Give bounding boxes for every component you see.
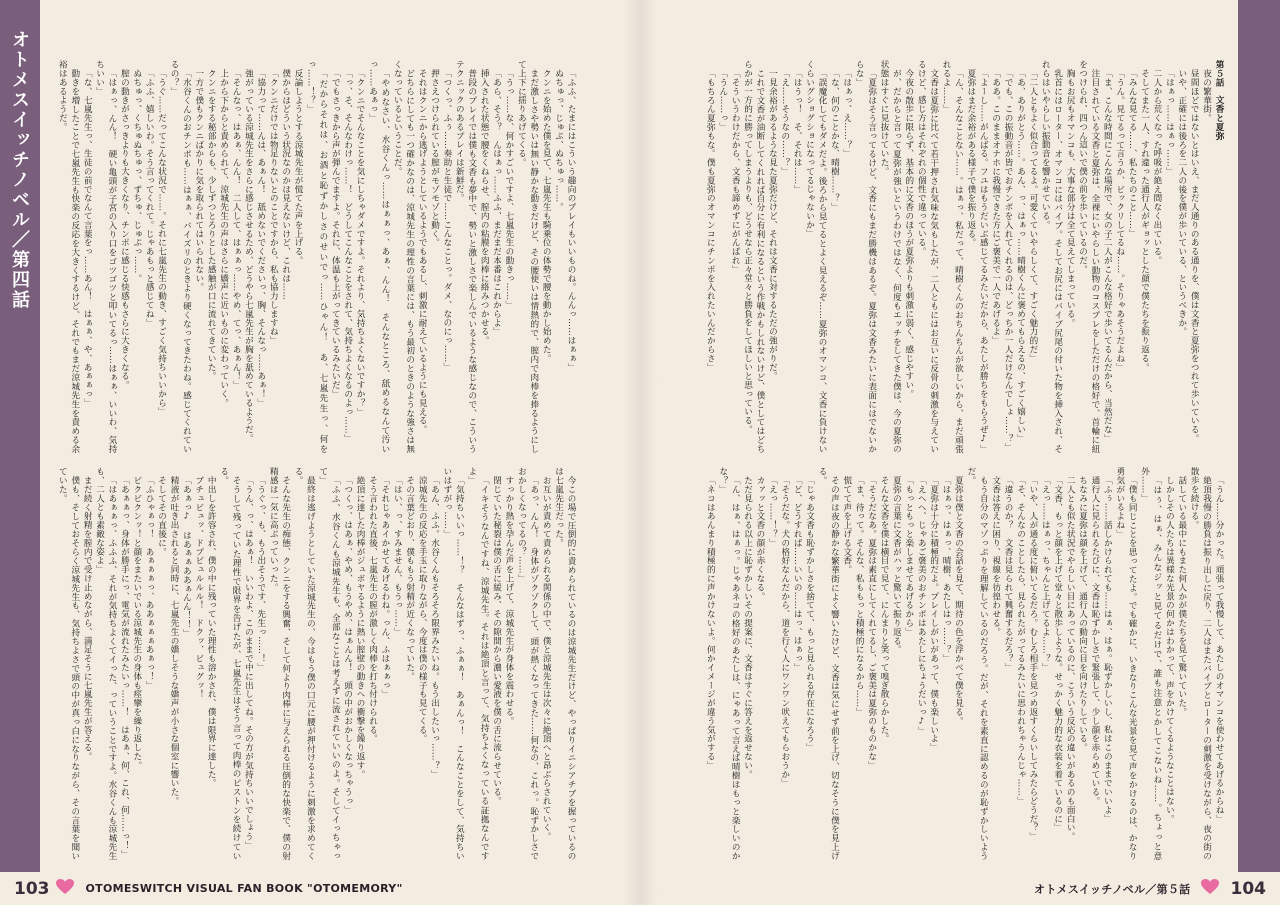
body-paragraph: 「あん、ふふ。水谷くんもそろそろ限界みたいね。もう出したいっ……？」 bbox=[429, 475, 440, 779]
body-paragraph: 「協力って……んは、あぁん！ 舐めないでくださいっ、胸、そんなっ……あぁ！」 bbox=[255, 68, 266, 407]
body-paragraph: 昼間ほどではないとはいえ、まだ人通りのある通りを、僕は文香と夏弥をつれて歩いている。 bbox=[1189, 68, 1200, 443]
body-paragraph: 僕も、そしておそらく涼城先生も、気持ちよさで頭の中が真っ白になりながら、その言葉を聞いていた。 bbox=[57, 467, 80, 860]
body-paragraph: 「夏弥は十分に積極的だよ。プレイしがいがあって、僕も楽しいよ」 bbox=[928, 475, 939, 752]
body-paragraph: 「ん、はぁ、はぁっ。じゃあネコの格好のあたしは、にゃあって言えば晴樹はもっと楽しいのかな？」 bbox=[717, 467, 741, 860]
body-paragraph: 「な、七嵐先生っ、生徒の前でなんて言葉をっ……あん！ はぁぁ、や、あぁぁっ」 bbox=[82, 68, 93, 407]
body-paragraph: 反論しようとする涼城先生が慌てた声を上げる。 bbox=[293, 68, 304, 265]
body-paragraph: 「よーし……がんばる。フユはもうだいぶ感じてるみたいだから、あたしが勝ちをもらうぜ♪」 bbox=[978, 68, 989, 453]
body-paragraph: 強がっている涼城先生をさらに感じさせるため、どうやら七嵐先生が胸を舐めているようだ。 bbox=[243, 68, 254, 443]
body-paragraph: その言葉どおり、僕ももう射精が近くなっていた。 bbox=[404, 475, 415, 681]
body-paragraph: ブチュビュッ、ドプビュルルル！ ドクッ、ビュグッ！ bbox=[193, 475, 204, 699]
body-paragraph: 僕からはどういう状況なのかは見えないけど、これは…… bbox=[280, 68, 291, 300]
body-paragraph: 「はぅ、はぁ、みんなジッと見てるだけで、誰も注意とかしてこないね……。ちょっと意外……」 bbox=[1139, 467, 1162, 860]
left-side-title: オトメスイッチノベル／第四話 bbox=[9, 30, 30, 310]
body-paragraph: 絶頂に達した肉棒がジュボヤるように熱い膣壁の動きへの衝撃を繰り返す。 bbox=[355, 475, 366, 779]
body-paragraph: 「違うのか？ 文香は見られて興奮するだろ？」 bbox=[1003, 475, 1014, 672]
body-paragraph: ちなみに夏弥は顔を上げて、通行人の動向に目を向けたりしている。 bbox=[1077, 475, 1088, 752]
body-paragraph: 「二人ともよく似合ってるよ。可愛くていやらしくて、すごく魅力的だ」 bbox=[1027, 68, 1038, 363]
body-paragraph: 「でもさっきから声が弾んでますよ。それに、体温も上がってきているみたいだ」 bbox=[330, 68, 341, 398]
body-paragraph: 「やめなさい、水谷くんっ……はぁぁっ、あぁ、んん！ そんなところ、舐めるなんて汚いっ……あぁっ」 bbox=[367, 60, 390, 453]
body-paragraph: 話している最中にもまた何人かが僕たちを見て驚いていた。 bbox=[1176, 475, 1187, 716]
body-paragraph: 「うん……分かった。頑張って我慢して、あたしのオマンコを使わせてあげるからね」 bbox=[1214, 475, 1224, 823]
body-paragraph: 「文香、もっと顔を上げて堂々と散歩しような。せっかく魅力的な衣装を着ているのに」 bbox=[1052, 475, 1063, 832]
body-paragraph: ただ見られる以上に恥ずかしいその提案に、文香はすぐに答えを返せない。 bbox=[742, 475, 753, 779]
body-paragraph: 「誤魔化してもダメだよ。後ろから見てるとよく見えるぞ……夏弥のオマンコ、文香に負けないくらいグショグショになってるじゃないか」 bbox=[804, 60, 827, 453]
body-paragraph: 「夏弥はそう言ってるけど、文香にもまだ勝機はあるぞ。夏弥は文香みたいに表面にはでないからな」 bbox=[854, 60, 877, 453]
body-paragraph: 「はぁっ、んん！ 硬い亀頭が子宮の入り口をゴツゴツと叩いてるっ……はぁぁ、いいわ、気持ちいい」 bbox=[94, 60, 117, 453]
body-paragraph: 「でも、この振動音が皆でおチンポを入れてくれるのは、どっちか一人だけなんでしょ……？」 bbox=[1003, 68, 1014, 452]
body-paragraph: どちらにしても一つ確かなのは、涼城先生の理性の言葉には、もう最初のときのような強さは無くなっているということだ。 bbox=[392, 60, 415, 453]
body-paragraph: そんな文香を僕は横目で見て、にんまりと笑って嗅ぎ散らかした。 bbox=[879, 475, 890, 743]
body-paragraph: 「はぁっ……はぁっ……」 bbox=[1164, 68, 1175, 176]
body-paragraph: 「ふふ、たまにはこういう趣向のプレイもいいものね。んんっ……はぁぁ」 bbox=[566, 68, 576, 372]
body-paragraph: 動きを増したことで七嵐先生も快楽の反応を大きくするけど、それでもまだ涼城先生を責める余裕はあるようだ。 bbox=[57, 60, 80, 453]
body-paragraph: 「そういうわけだから、文香も諦めずにがんばれ」 bbox=[730, 68, 741, 274]
body-paragraph: 「クンニだけでは物足りないとのことですから、私も協力しますね」 bbox=[268, 68, 279, 345]
body-paragraph: 通行人に見られるたびに、文香は恥ずかしさで緊張して、少し顔を赤らめている。 bbox=[1089, 475, 1100, 805]
right-page bbox=[640, 0, 1280, 905]
body-paragraph: 文香は答えに困り、視線を彷徨わせる。 bbox=[990, 475, 1001, 636]
body-paragraph: 中出しを許容され、僕の中に残っていた理性も溶かされ、僕は限界に達した。 bbox=[206, 475, 217, 788]
body-paragraph: 「はあぁぁっ、ふふふ、それが気持ちよくてイった、っていうことですよ。水谷くんも涼城先生も、二人とも素敵な姿よ」 bbox=[94, 467, 117, 860]
body-paragraph: 「ふふ、水谷くんも涼城先生も、全部なことは考えずに流されていいのよ。そしてイっちゃって」 bbox=[317, 467, 341, 860]
body-paragraph: 夜の繁華街。 bbox=[1201, 68, 1212, 122]
body-paragraph: 「もちろん夏弥もな。僕も夏弥のオマンコにチンポを入れたいんだからさ」 bbox=[705, 68, 716, 372]
left-page-number: 103 bbox=[14, 878, 50, 899]
body-paragraph: 一見余裕があるような見た夏弥だけど、それは文香に対するただの強がりだ。 bbox=[767, 68, 778, 381]
body-paragraph: 「うぐ……だってこんな状況で……。それに七嵐先生の動き、すごく気持ちいいから」 bbox=[156, 68, 167, 416]
body-paragraph: そうして残っていた理性で限界を告げたが、七嵐先生はそう言って肉棒のピストンを続けている。 bbox=[218, 467, 242, 860]
body-paragraph: 「水谷くんのおチンポも……はぁぁ、バイズリのときより硬くなってきたわね。感じてくれているの？」 bbox=[169, 60, 192, 453]
body-paragraph: ぬちゅっ、じゅぷ、ぬちゅっ……。 bbox=[553, 68, 564, 211]
body-paragraph: 「っ、そ、そんなわけっ……！ どうしてこんなことをされて、気持ちよくなるのよっ……」 bbox=[342, 68, 353, 443]
body-paragraph: 乳首にはローター、オマンコにはバイブ。そしてお尻にはバイブ尻尾の付いた物を挿入され、それらはいやらしい振動音を響かせている。 bbox=[1040, 60, 1063, 453]
body-paragraph: 「そ、そんなのことしたら、見られたがってるみたいに思われちゃうんじゃ……」 bbox=[1015, 475, 1026, 805]
body-paragraph: 「ああ。このままオナホに我慢できた方にご褒美で一人であげるよ」 bbox=[990, 68, 1001, 345]
body-paragraph: 「えっ……！？」 bbox=[767, 475, 778, 547]
left-page-body-text bbox=[52, 60, 577, 860]
heart-icon bbox=[1201, 879, 1219, 899]
body-paragraph: 夏弥はまだ余裕がある様子で僕を振り返る。 bbox=[965, 68, 976, 247]
body-paragraph: 胸もお尻もオマンコも、大事な部分は全て見えてしまっている。 bbox=[1065, 68, 1076, 327]
heart-icon bbox=[56, 879, 74, 899]
body-paragraph: 「もっともっと楽しませてあげるから」 bbox=[903, 475, 914, 636]
body-paragraph: 「つくっ、ふぅ……奏助と生徒で……こんなことっ。ダメ、なのにっ……」 bbox=[441, 68, 452, 372]
body-paragraph: カァッと文香の顔が赤くなる。 bbox=[754, 475, 765, 601]
right-side-band bbox=[1238, 0, 1280, 872]
body-paragraph: 「そんなっ、はあぁ、んん！ 二人して、はぁぁっ……やめ、てっ、あぁん！」 bbox=[231, 68, 242, 389]
body-paragraph: クンニを始めた僕を見て、七嵐先生も騎乗位の体勢で腰を動かし始めた。 bbox=[541, 68, 552, 363]
body-paragraph: 「あっ、んん！ 身体がゾクゾクして、頭が熱くなってきた……何なの、これっ。恥ずかしさでおかしくなってるの？……」 bbox=[516, 467, 539, 860]
body-paragraph: 「うん、っ、はあぁ！ いいわよ、このままで中に出してね。その方が気持ちいいでしょう」 bbox=[243, 475, 254, 850]
body-paragraph: そしてその直後に。 bbox=[156, 475, 167, 556]
gutter-shadow-right bbox=[640, 0, 658, 905]
body-paragraph: そんな先生の痴態、クンニをする興奮、そして何より肉棒に与えられる圧倒的な快楽で、僕の射精感は一気に高ぶっていった。 bbox=[268, 467, 291, 860]
body-paragraph: 「はうっ！ そ、それは……」 bbox=[792, 68, 803, 194]
body-paragraph: 「いや、人が通る度に俯いてるだろ。むしろ相手を見つめ返すくらいしてみたらどうだ？」 bbox=[1027, 475, 1038, 841]
body-paragraph: 「はぁっ、はぁっ、晴樹、あたしはっ……？」 bbox=[941, 475, 952, 663]
body-paragraph: 「気持ちいいっ……！？ そんなはずっ、ふぁぁ！ あぁんっ！ こんなことをして、気持ちいいはずがっ……」 bbox=[441, 467, 465, 860]
body-paragraph: しかしその人たちは異様な光景の何かはわかって、声をかけてくるようなことはない。 bbox=[1164, 475, 1175, 823]
body-paragraph: 夏弥の言葉に文香がハッと驚いて振り返る。 bbox=[891, 475, 902, 654]
body-paragraph: もう自分のマゾっぷりを理解しているのだろう。だが、それを素直に認めるのが恥ずかしいようだ。 bbox=[965, 467, 989, 860]
body-paragraph: 「だからそれは、お酒と恥ずかしさのせいでっ……ひゃん！ あ、七嵐先生っ、何をっ……！？」 bbox=[305, 60, 328, 453]
body-paragraph: 一方で僕もクンニばかりに気を取られてはいられない。 bbox=[193, 68, 204, 292]
body-paragraph: 「ん、そんなことない……。はぁっ、私だって、晴樹くんのおちんちんが欲しいから、まだ頑張れるよ……」 bbox=[941, 60, 964, 453]
body-paragraph: 「えっ……はぁっ、ちゃんと上げてるよ……？」 bbox=[1040, 475, 1051, 672]
body-paragraph: 膣の動きがさっきよりも大きくなり、チンポに感じる快感もさらに大きくなる。 bbox=[119, 68, 130, 389]
body-paragraph: 押さえつけられている膣がモゾモゾと動く。 bbox=[429, 68, 440, 247]
body-paragraph: 「そうだな。犬の格好なんだから、道を行く人にワンワン吠えてもらおうか」 bbox=[779, 475, 790, 788]
body-paragraph: 「あぁっ♪ はあぁぁああぁんん！！」 bbox=[181, 475, 192, 638]
body-paragraph: 精液が吐き出されると同時に、七嵐先生の嬌しそうな嬌声が小さな個室に響いた。 bbox=[169, 475, 179, 805]
body-paragraph: 「そうだなあ。夏弥は素直にしてくれてるし、ご褒美は夏弥のものかな」 bbox=[866, 475, 877, 770]
body-paragraph: 最終は逃げようとしていた涼城先生の、今はもう僕の口元に腰が押付けるように刺激を求めてくる。 bbox=[293, 467, 316, 860]
body-paragraph: が、だからと言って夏弥が強いというわけではなく、何度もエッチをしてきた僕は、今の夏弥の状態はすぐに見抜けていた。 bbox=[879, 60, 902, 453]
body-paragraph: 「あ、ありがとう……。あん、っ、はぁっ……晴樹くんに褒めてもらえるの、すごく嬉しい」 bbox=[1015, 68, 1026, 443]
body-paragraph: お互いが責めて責められる関係の中で、僕と涼城先生は次々に絶頂へと昂ぶらされていく。 bbox=[541, 475, 552, 841]
body-paragraph: そしてまた一人、すれ違った通行人がギョッとした顔で僕たちを振り返る。 bbox=[1139, 68, 1150, 372]
left-side-band bbox=[0, 0, 40, 872]
body-paragraph: 「うっ……な、何かすごいですよ、七嵐先生の動きっ……」 bbox=[503, 68, 514, 309]
body-paragraph: まだ続く射精を膣内で受け止めながら、満足そうに七嵐先生が答える。 bbox=[82, 475, 93, 761]
right-page-body-text bbox=[700, 60, 1225, 860]
body-paragraph: その声は夜の静かな繁華街によく響いたけど、文香は気にせず前を上げ、切なそうに僕を見上げる。 bbox=[817, 467, 840, 860]
body-paragraph: 「イキそうなんですね、涼城先生。それは絶頂と言って、気持ちよくなっている証拠なんですよ」 bbox=[466, 467, 490, 860]
body-paragraph: 文香は夏弥に比べて若干押され気味な気もしたが、二人ともにはお互いに反骨の刺激を与えているけど、感じ方はそれぞれの個性で違っている。 bbox=[916, 60, 939, 453]
body-paragraph: 普段のプレイでは僕も文香も夢中で、勢いと激しさで楽しんでいるような感じなので、こういうテクニックのあるプレイは新鮮だ。 bbox=[454, 60, 477, 453]
body-paragraph: 「えへへ、じゃあご褒美のおチンポはあたしにちょうだいっ♪」 bbox=[916, 475, 927, 736]
body-paragraph: 「うん……っ」 bbox=[717, 68, 728, 131]
section-heading: 第５話 文香と夏弥 bbox=[1214, 60, 1224, 141]
body-paragraph: 「あぁぁっ、身体が勝手にっ、電気が流れたみたいっ……！ はあぁ、何、これ、何……っ！」 bbox=[119, 475, 130, 859]
body-paragraph: 「あら、そう？ んはぁっ……ふふ、まだまだ本番はこれからよ」 bbox=[491, 68, 502, 336]
body-paragraph: 注目されている文香と夏弥は、全裸にいやらしい動物のコスプレをしただけの格好で、首輪に紐をつけられ、四つん這いで僕の前を歩いているのだ。 bbox=[1077, 60, 1100, 453]
body-paragraph: 「それじゃあイかせてあげるわね。っん、ふはぁぁっ」 bbox=[379, 475, 390, 699]
body-paragraph: 「ネコはあんまり積極的に声かけないよ。何かイメージが違う気がする」 bbox=[705, 475, 716, 770]
left-footer bbox=[0, 872, 640, 905]
body-paragraph: 「はい、っ、すみません、もうっ……」 bbox=[392, 475, 403, 636]
right-footer bbox=[640, 872, 1280, 905]
body-paragraph: クンニをする秘部からも、少しずつとろりとした感触が口に流れてきていた。 bbox=[206, 68, 217, 381]
body-paragraph: 「はぁっ、え……？」 bbox=[841, 68, 852, 158]
right-page-number: 104 bbox=[1230, 878, 1266, 899]
body-paragraph: 「つくっ、はあぁ、やめ、もうやめ、はぁんん！ 頭の中がおかしくなっちゃうっ」 bbox=[342, 475, 353, 814]
body-paragraph: 今夜の散歩に限らず、基本的に文香のほうが夏弥よりも刺激に弱く、感じやすい。 bbox=[903, 68, 914, 398]
body-paragraph: 「な、何のことかな、晴樹……？」 bbox=[829, 68, 840, 211]
body-paragraph: 挿入された状態で腰をくねらせ、膣内の粘膜を肉棒に絡みつかせる。 bbox=[479, 68, 490, 345]
body-paragraph: 「うん。見てるって言うか、ビックリしてるね……。そりゃあそうだよね」 bbox=[1114, 68, 1125, 372]
body-paragraph: 慌てて声を上げる文香。 bbox=[841, 475, 852, 574]
body-paragraph: 「ま、待って。そんな、私ももっと積極的になるから……」 bbox=[854, 475, 865, 716]
body-paragraph: すっかり熱を孕んだ声を上げて、涼城先生が身体を震わせる。 bbox=[503, 475, 514, 725]
body-paragraph: 「ふひゃぁっ！ あぁぁぁっ、ああぁぁぁあぁっ！」 bbox=[144, 475, 155, 690]
body-paragraph: 二人から荒くなった呼吸が絶え間なく出ている。 bbox=[1151, 68, 1162, 265]
body-paragraph: 「クンニでそんなことを気にしちゃダメですよ。それより、気持ちよくないですか？」 bbox=[355, 68, 366, 416]
body-paragraph: 「ふぅ……話しかけられても……はぁ、はぁ。恥ずかしいし、私はこのままでいいよ」 bbox=[1102, 475, 1113, 823]
body-paragraph: 「え……そうなの……？」 bbox=[779, 68, 790, 176]
body-paragraph: 涼城先生の反応を手玉に取りながら、今度は僕の様子も見てくる。 bbox=[417, 475, 428, 743]
body-paragraph: 夏弥は僕と文香の会話を見て、期待の色を浮かべて僕を見る。 bbox=[953, 475, 964, 725]
left-footer-title: OTOMESWITCH VISUAL FAN BOOK "OTOMEMORY" bbox=[85, 882, 403, 895]
body-paragraph: そう言われた直後、七嵐先生の膣が激しく肉棒を打ち付けられる。 bbox=[367, 475, 378, 743]
body-paragraph: 二人とも似た状況でやらしい目にあっているのに、こういう反応の違いがあるのも面白い。 bbox=[1065, 475, 1076, 841]
body-paragraph: 「ま、こんな時間にこんな場所で、女の子二人がこんな格好で歩いてるんだから、当然だな」 bbox=[1102, 68, 1113, 443]
body-paragraph: 「じゃあ文香も恥ずかしさを捨てて、もっと見られる存在になろう」 bbox=[804, 475, 815, 752]
body-paragraph: 「僕も同じことを思ってたよ。でも確かに、いきなりこんな光景を見て声をかけるのは、かなり勇気がいるよね」 bbox=[1114, 467, 1138, 860]
body-paragraph: これで文香が油断してくれれば自分に有利になるという作戦かもしれないけど、僕としてはどちらかが一方的に勝ってしまうよりも、どうせなら正々堂々と勝負をしてほしいと思っている。 bbox=[742, 60, 765, 453]
body-paragraph: ビクビクンッ！と顔をまたいでいる涼城先生の身体も痙攣を繰り返した。 bbox=[131, 475, 142, 770]
body-paragraph: それはクンニから逃げようとしているようでもあるし、刺激に耐えているようにも見える。 bbox=[417, 68, 428, 434]
body-paragraph: いや、正確には後ろを二人の後を僕が歩いている、というべきか。 bbox=[1176, 68, 1187, 336]
body-paragraph: まだ激しさや勢いは無い静かな動きだけど、その腰使いは情熱的で、膣内で肉棒を捧るようにして上下に揺りあげてくる。 bbox=[516, 60, 539, 453]
body-paragraph: 「うぐっ、も、もう出そうです、先生っ……！」 bbox=[255, 475, 266, 672]
body-paragraph: 「みんな見てる……、私たちのこと……」 bbox=[1127, 68, 1138, 238]
body-paragraph: 絶頂我慢の勝負は振り出しに戻り、二人はまたバイブとローターの刺激を受けながら、夜の街の散歩を続ける。 bbox=[1189, 467, 1212, 860]
body-paragraph: 上から下からと責められて、涼城先生の声はさらに嬌声に近いものに変わっていく。 bbox=[218, 68, 229, 407]
body-paragraph: 「ふふ、嬉しいわ。そう言ってくれて。じゃあもっと感じてね」 bbox=[144, 68, 155, 327]
body-paragraph: 「ど、どうすれば……いいの……はっ、はぁっ」 bbox=[792, 475, 803, 672]
right-footer-title: オトメスイッチノベル／第５話 bbox=[1034, 882, 1191, 896]
body-paragraph: 閉じていた秘裂は僕の舌に緩み、その隙間から濃い愛液を僕の舌に流らせている。 bbox=[491, 475, 502, 805]
body-paragraph: ぬちゅっ、くちゅぬちゅっ、ずちゅ、じゅぷっ……。 bbox=[131, 68, 142, 283]
gutter-shadow-left bbox=[622, 0, 640, 905]
body-paragraph: 今この場で圧倒的に責められているのは涼城先生だけど、やっぱりイニシアチブを握っているのは七嵐先生だった。 bbox=[553, 467, 576, 860]
